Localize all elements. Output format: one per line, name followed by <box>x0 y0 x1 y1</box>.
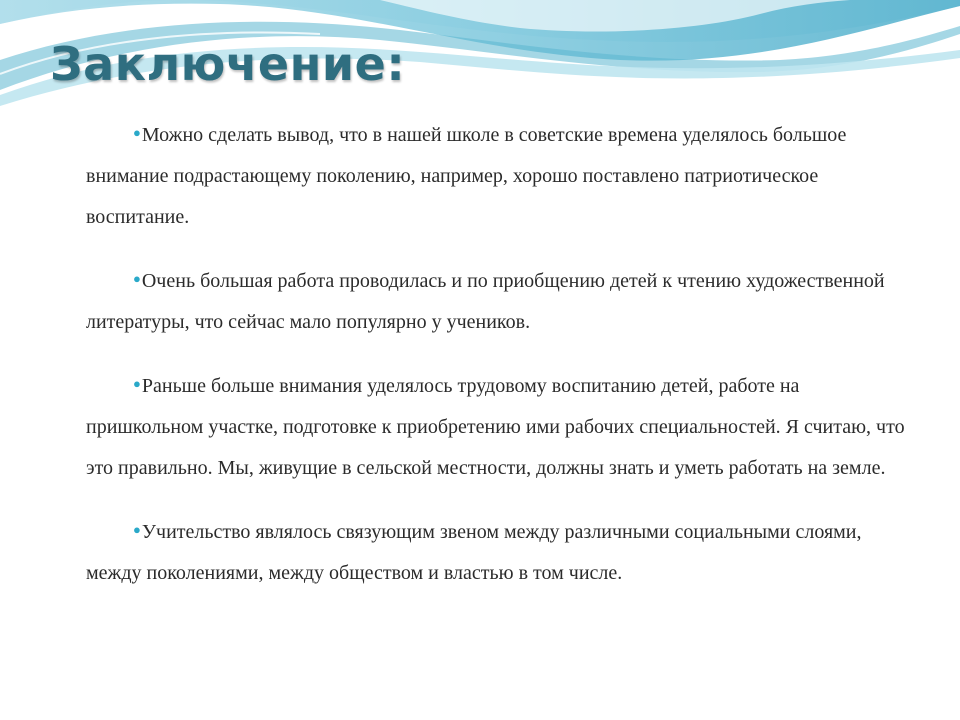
conclusion-paragraph-1 <box>86 112 916 238</box>
bullet-dot-icon: ● <box>133 125 141 140</box>
conclusion-paragraph-4 <box>86 509 916 594</box>
conclusion-paragraph-3 <box>86 363 916 489</box>
conclusion-paragraph-3-text: Раньше больше внимания уделялось трудовому воспитанию детей, работе на пришкольном участке, подготовке к приобретению ими рабочих специальностей. Я считаю, что это правильно. Мы, живущие в сельской местности, должны знать и уметь работать на земле. <box>86 375 905 479</box>
slide-title: Заключение: <box>50 37 406 91</box>
conclusion-paragraph-2-text: Очень большая работа проводилась и по приобщению детей к чтению художественной литературы, что сейчас мало популярно у учеников. <box>86 270 885 333</box>
conclusion-list <box>86 112 916 614</box>
conclusion-paragraph-1-text: Можно сделать вывод, что в нашей школе в советские времена уделялось большое внимание подрастающему поколению, например, хорошо поставлено патриотическое воспитание. <box>86 124 847 228</box>
bullet-dot-icon: ● <box>133 271 141 286</box>
bullet-dot-icon: ● <box>133 376 141 391</box>
conclusion-paragraph-2 <box>86 258 916 343</box>
conclusion-paragraph-4-text: Учительство являлось связующим звеном между различными социальными слоями, между поколениями, между обществом и властью в том числе. <box>86 521 862 584</box>
bullet-dot-icon: ● <box>133 522 141 537</box>
